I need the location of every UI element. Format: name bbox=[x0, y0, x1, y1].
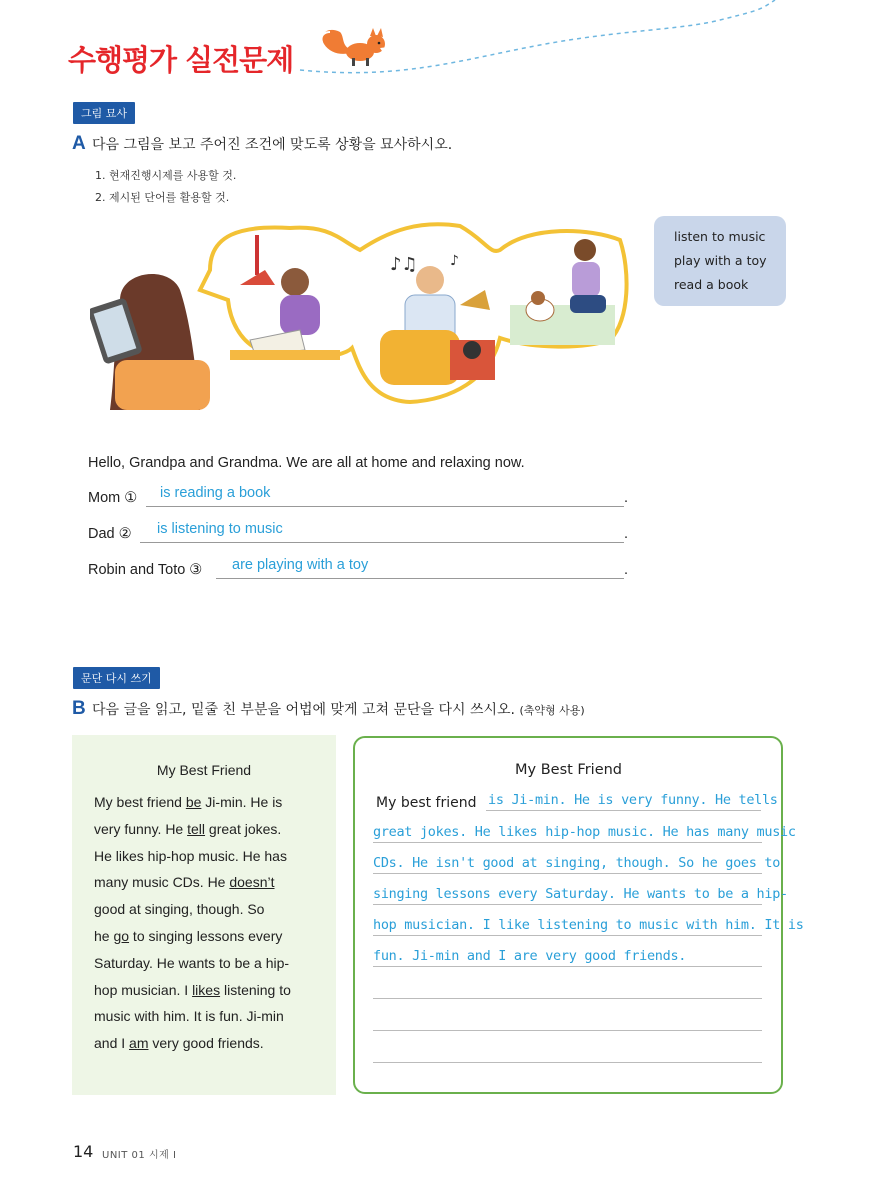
section-b-instruction bbox=[92, 699, 585, 719]
source-line: hop musician. I likes listening to bbox=[94, 981, 291, 998]
condition-1: 1. 현재진행시제를 사용할 것. bbox=[95, 169, 237, 182]
writing-line bbox=[373, 1062, 762, 1063]
underlined-error: likes bbox=[192, 981, 221, 998]
intro-sentence: Hello, Grandpa and Grandma. We are all at home and relaxing now. bbox=[88, 455, 525, 471]
source-line: he go to singing lessons every bbox=[94, 927, 283, 944]
answer-text[interactable]: are playing with a toy bbox=[232, 557, 369, 573]
unit-label: UNIT 01 시제 I bbox=[102, 1150, 177, 1161]
source-line: He likes hip-hop music. He has bbox=[94, 847, 287, 864]
instruction-text: 다음 글을 읽고, 밑줄 친 부분을 어법에 맞게 고쳐 문단을 다시 쓰시오. bbox=[92, 702, 515, 718]
handwritten-line[interactable]: fun. Ji-min and I are very good friends. bbox=[373, 948, 687, 964]
writing-line bbox=[373, 1030, 762, 1031]
instruction-note: (축약형 사용) bbox=[519, 704, 585, 717]
item-label: Robin and Toto ③ bbox=[88, 562, 203, 578]
source-line: My best friend be Ji-min. He is bbox=[94, 794, 283, 810]
sentence-end: . bbox=[624, 562, 629, 578]
handwritten-line[interactable]: CDs. He isn't good at singing, though. So he goes to bbox=[373, 855, 781, 871]
answer-text[interactable]: is reading a book bbox=[160, 485, 271, 501]
sentence-end: . bbox=[624, 490, 629, 506]
source-paragraph-box bbox=[72, 735, 336, 1095]
underlined-error: tell bbox=[187, 820, 206, 837]
answer-underline bbox=[146, 506, 624, 507]
answer-title: My Best Friend bbox=[515, 762, 623, 778]
family-illustration bbox=[90, 210, 635, 410]
underlined-error: am bbox=[129, 1035, 149, 1052]
section-b-tag: 문단 다시 쓰기 bbox=[73, 667, 160, 689]
page-number: 14 bbox=[73, 1142, 94, 1161]
writing-line bbox=[373, 935, 762, 936]
writing-line bbox=[373, 842, 762, 843]
word-hint-box bbox=[654, 216, 786, 306]
source-line: very funny. He tell great jokes. bbox=[94, 820, 282, 837]
rewrite-box bbox=[353, 736, 783, 1094]
condition-2: 2. 제시된 단어를 활용할 것. bbox=[95, 191, 230, 204]
section-a-letter: A bbox=[72, 133, 86, 154]
hint-word: read a book bbox=[674, 277, 749, 292]
writing-line bbox=[373, 966, 762, 967]
writing-line bbox=[373, 873, 762, 874]
section-a-tag: 그림 묘사 bbox=[73, 102, 135, 124]
item-label: Mom ① bbox=[88, 490, 138, 506]
source-line: Saturday. He wants to be a hip- bbox=[94, 954, 290, 971]
section-a-instruction: 다음 그림을 보고 주어진 조건에 맞도록 상황을 묘사하시오. bbox=[92, 137, 453, 153]
item-label: Dad ② bbox=[88, 526, 132, 542]
handwritten-line[interactable]: is Ji-min. He is very funny. He tells bbox=[488, 792, 778, 808]
handwritten-line[interactable]: singing lessons every Saturday. He wants to be a hip- bbox=[373, 886, 788, 902]
answer-underline bbox=[140, 542, 624, 543]
source-line: many music CDs. He doesn’t bbox=[94, 874, 275, 891]
source-line: good at singing, though. So bbox=[94, 901, 265, 918]
hint-word: play with a toy bbox=[674, 253, 767, 268]
section-b-letter: B bbox=[72, 698, 86, 719]
handwritten-line[interactable]: hop musician. I like listening to music with him. It is bbox=[373, 917, 804, 933]
underlined-error: go bbox=[113, 927, 130, 944]
answer-prefix: My best friend bbox=[376, 795, 477, 811]
underlined-error: be bbox=[185, 794, 202, 810]
writing-line bbox=[373, 998, 762, 999]
fox-icon bbox=[318, 24, 394, 70]
hint-word: listen to music bbox=[674, 229, 766, 244]
page-title: 수행평가 실전문제 bbox=[68, 43, 294, 77]
writing-line bbox=[373, 904, 762, 905]
source-line: music with him. It is fun. Ji-min bbox=[94, 1008, 284, 1025]
source-title: My Best Friend bbox=[156, 762, 252, 778]
svg-text:♪: ♪ bbox=[450, 253, 459, 269]
writing-line bbox=[486, 810, 761, 811]
sentence-end: . bbox=[624, 526, 629, 542]
answer-underline bbox=[216, 578, 624, 579]
underlined-error: doesn’t bbox=[229, 874, 275, 891]
source-paragraph bbox=[94, 789, 330, 1057]
source-line: and I am very good friends. bbox=[94, 1035, 264, 1052]
answer-text[interactable]: is listening to music bbox=[157, 521, 283, 537]
svg-text:♪♫: ♪♫ bbox=[390, 254, 418, 275]
handwritten-line[interactable]: great jokes. He likes hip-hop music. He has many music bbox=[373, 824, 796, 840]
